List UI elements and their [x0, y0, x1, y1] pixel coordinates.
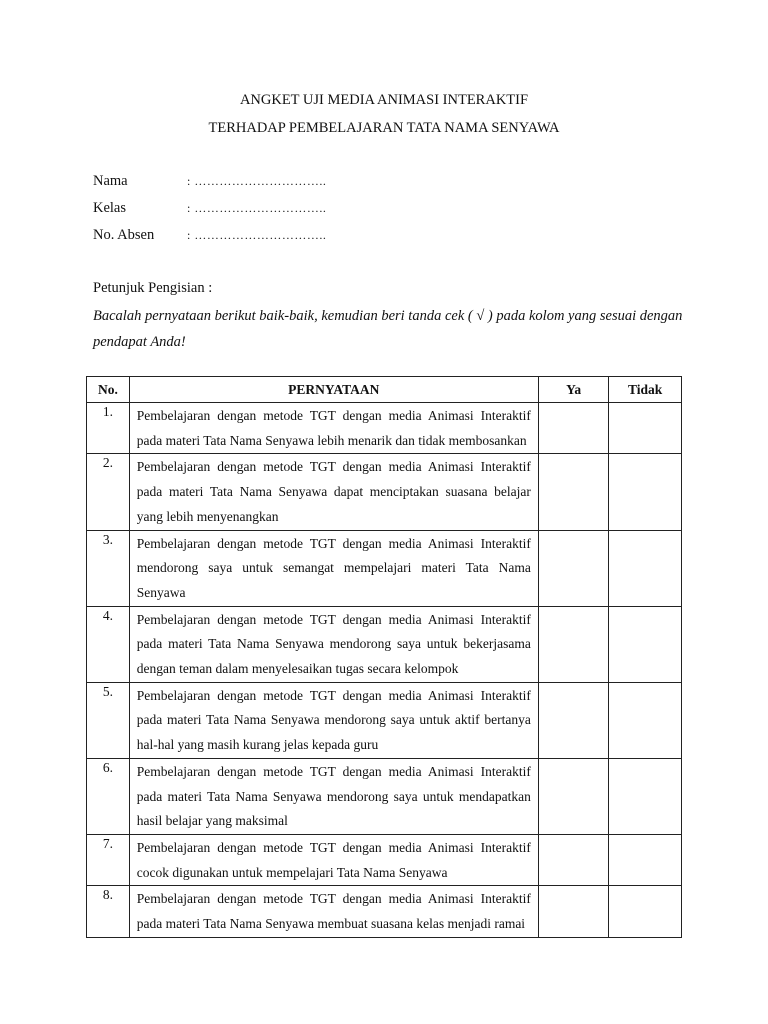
table-row — [87, 403, 682, 454]
row-number: 3. — [87, 530, 130, 606]
row-statement: Pembelajaran dengan metode TGT dengan media Animasi Interaktif pada materi Tata Nama Senyawa mendorong saya untuk bekerjasama dengan teman dalam menyelesaikan tugas secara kelompok — [129, 606, 538, 682]
title-line-2: TERHADAP PEMBELAJARAN TATA NAMA SENYAWA — [208, 120, 560, 136]
identity-name-label: Nama — [93, 173, 128, 189]
identity-name-row — [93, 173, 326, 190]
answer-yes-cell[interactable] — [538, 606, 608, 682]
answer-no-cell[interactable] — [609, 886, 682, 937]
row-statement: Pembelajaran dengan metode TGT dengan media Animasi Interaktif pada materi Tata Nama Senyawa dapat menciptakan suasana belajar yang lebih menyenangkan — [129, 454, 538, 530]
answer-no-cell[interactable] — [609, 606, 682, 682]
row-number: 6. — [87, 758, 130, 834]
header-statement: PERNYATAAN — [129, 377, 538, 403]
instructions-text: Bacalah pernyataan berikut baik-baik, kemudian beri tanda cek ( √ ) pada kolom yang sesuai dengan pendapat Anda! — [93, 308, 683, 350]
row-statement: Pembelajaran dengan metode TGT dengan media Animasi Interaktif pada materi Tata Nama Senyawa membuat suasana kelas menjadi ramai — [129, 886, 538, 937]
identity-absen-label: No. Absen — [93, 227, 155, 243]
answer-yes-cell[interactable] — [538, 454, 608, 530]
table-row — [87, 886, 682, 937]
answer-no-cell[interactable] — [609, 834, 682, 885]
row-statement: Pembelajaran dengan metode TGT dengan media Animasi Interaktif pada materi Tata Nama Senyawa mendorong saya untuk mendapatkan hasil belajar yang maksimal — [129, 758, 538, 834]
answer-no-cell[interactable] — [609, 682, 682, 758]
answer-yes-cell[interactable] — [538, 758, 608, 834]
table-row — [87, 530, 682, 606]
questionnaire-table — [86, 376, 682, 938]
row-number: 2. — [87, 454, 130, 530]
table-row — [87, 606, 682, 682]
instructions-heading: Petunjuk Pengisian : — [93, 280, 213, 296]
table-header-row — [87, 377, 682, 403]
row-number: 7. — [87, 834, 130, 885]
table-row — [87, 758, 682, 834]
table-row — [87, 454, 682, 530]
answer-no-cell[interactable] — [609, 454, 682, 530]
answer-yes-cell[interactable] — [538, 682, 608, 758]
header-no: No. — [87, 377, 130, 403]
title-line-1: ANGKET UJI MEDIA ANIMASI INTERAKTIF — [239, 92, 529, 108]
row-number: 4. — [87, 606, 130, 682]
identity-absen-field[interactable]: : ………………………….. — [187, 228, 327, 242]
answer-yes-cell[interactable] — [538, 886, 608, 937]
row-statement: Pembelajaran dengan metode TGT dengan media Animasi Interaktif pada materi Tata Nama Senyawa lebih menarik dan tidak membosankan — [129, 403, 538, 454]
identity-name-field[interactable]: : ………………………….. — [187, 174, 327, 188]
answer-yes-cell[interactable] — [538, 403, 608, 454]
answer-no-cell[interactable] — [609, 403, 682, 454]
answer-yes-cell[interactable] — [538, 530, 608, 606]
table-row — [87, 834, 682, 885]
table-row — [87, 682, 682, 758]
identity-absen-row — [93, 227, 326, 244]
identity-class-label: Kelas — [93, 200, 127, 216]
identity-class-row — [93, 200, 326, 217]
answer-no-cell[interactable] — [609, 530, 682, 606]
row-number: 8. — [87, 886, 130, 937]
row-statement: Pembelajaran dengan metode TGT dengan media Animasi Interaktif cocok digunakan untuk mempelajari Tata Nama Senyawa — [129, 834, 538, 885]
header-yes: Ya — [538, 377, 608, 403]
row-statement: Pembelajaran dengan metode TGT dengan media Animasi Interaktif mendorong saya untuk semangat mempelajari materi Tata Nama Senyawa — [129, 530, 538, 606]
row-number: 5. — [87, 682, 130, 758]
answer-no-cell[interactable] — [609, 758, 682, 834]
answer-yes-cell[interactable] — [538, 834, 608, 885]
row-statement: Pembelajaran dengan metode TGT dengan media Animasi Interaktif pada materi Tata Nama Senyawa mendorong saya untuk aktif bertanya hal-hal yang masih kurang jelas kepada guru — [129, 682, 538, 758]
row-number: 1. — [87, 403, 130, 454]
header-no-answer: Tidak — [609, 377, 682, 403]
identity-class-field[interactable]: : ………………………….. — [187, 201, 327, 215]
